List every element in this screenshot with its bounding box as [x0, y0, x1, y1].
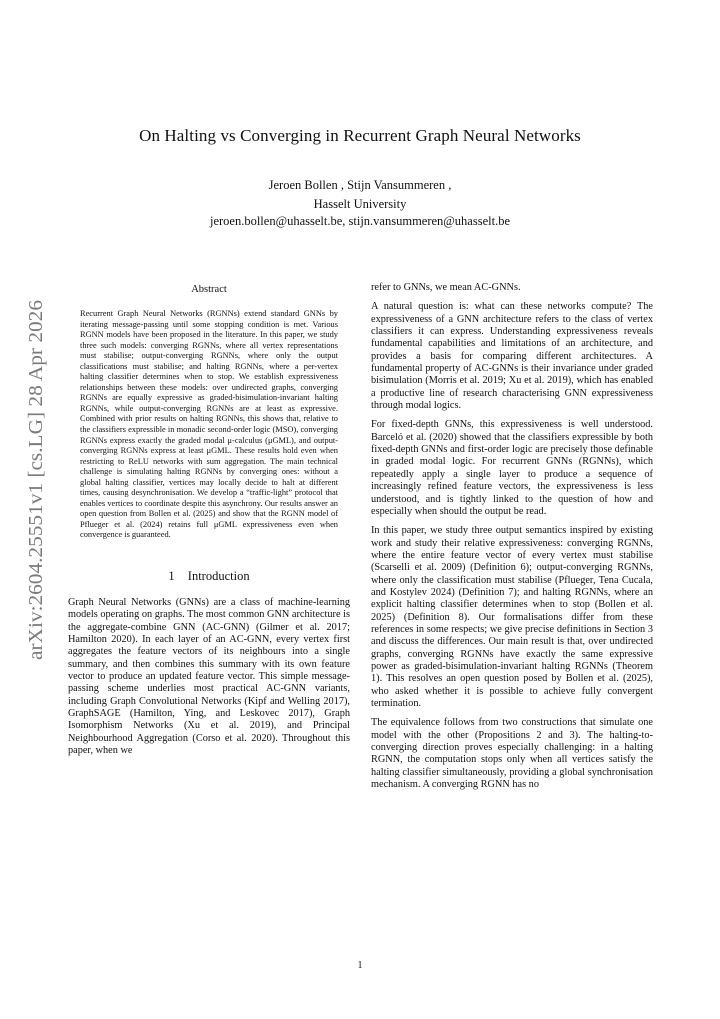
left-column [68, 284, 350, 758]
abstract-heading: Abstract [191, 284, 227, 295]
body-paragraph: A natural question is: what can these networks compute? The expressiveness of a GNN architecture refers to the class of vertex classifiers it can express. Understanding expressiveness reveals fundamental capabilities and limitations of an architecture, and provides a basis for comparing different architectures. A fundamental property of AC-GNNs is their invariance under graded bisimulation (Morris et al. 2019; Xu et al. 2019), which has enabled a productive line of research characterising GNN expressiveness through modal logics. [371, 301, 653, 412]
right-column [371, 282, 653, 798]
author-list: Jeroen Bollen , Stijn Vansummeren , [268, 178, 452, 192]
paper-title: On Halting vs Converging in Recurrent Graph Neural Networks [139, 126, 581, 145]
page-number: 1 [357, 960, 363, 971]
arxiv-identifier-stamp [14, 300, 54, 660]
section-heading-introduction [68, 569, 350, 584]
arxiv-identifier-text: arXiv:2604.25551v1 [cs.LG] 28 Apr 2026 [25, 322, 47, 660]
section-title: Introduction [187, 569, 250, 584]
abstract-body: Recurrent Graph Neural Networks (RGNNs) extend standard GNNs by iterating message-passing until some stopping condition is met. Various RGNN models have been proposed in the literature. In this paper, we study three such models: converging RGNNs, where all vertex representations must stabilise; output-converging RGNNs, where only the output classifications must stabilise; and halting RGNNs, where a per-vertex halting classifier determines when to stop. We establish expressiveness relationships between these models: over undirected graphs, converging RGNNs are equally expressive as graded-bisimulation-invariant halting RGNNs, while output-converging RGNNs are at least as expressive. Combined with prior results on halting RGNNs, this shows that, relative to the classifiers expressible in monadic second-order logic (MSO), converging RGNNs express exactly the graded modal μ-calculus (μGML), and output-converging RGNNs express at least μGML. These results hold even when restricting to ReLU networks with sum aggregation. The main technical challenge is simulating halting RGNNs by converging ones: without a global halting classifier, vertices may locally decide to halt at different times, causing desynchronisation. We develop a “traffic-light” protocol that enables vertices to coordinate despite this asynchrony. Our results answer an open question from Bollen et al. (2025) and show that the RGNN model of Pflueger et al. (2024) retains full μGML expressiveness even when convergence is guaranteed. [80, 309, 338, 540]
body-paragraph: For fixed-depth GNNs, this expressiveness is well understood. Barceló et al. (2020) showed that the classifiers expressible by both fixed-depth GNNs and first-order logic are precisely those definable in graded modal logic. For recurrent GNNs (RGNNs), which repeatedly apply a single layer to produce a sequence of increasingly refined feature vectors, the expressiveness is less understood, and is tightly linked to the question of how and especially when should the output be read. [371, 419, 653, 517]
author-emails: jeroen.bollen@uhasselt.be, stijn.vansummeren@uhasselt.be [209, 214, 511, 228]
body-paragraph: refer to GNNs, we mean AC-GNNs. [371, 282, 521, 293]
section-number: 1 [168, 569, 175, 584]
intro-paragraph: Graph Neural Networks (GNNs) are a class of machine-learning models operating on graphs. The most common GNN architecture is the aggregate-combine GNN (AC-GNN) (Gilmer et al. 2017; Hamilton 2020). In each layer of an AC-GNN, every vertex first aggregates the feature vectors of its neighbours into a single summary, and then combines this summary with its own feature vector to produce an updated feature vector. This simple message-passing scheme underlies most practical AC-GNN variants, including Graph Convolutional Networks (Kipf and Welling 2017), GraphSAGE (Hamilton, Ying, and Leskovec 2017), Graph Isomorphism Networks (Xu et al. 2019), and Principal Neighbourhood Aggregation (Corso et al. 2020). Throughout this paper, when we [68, 597, 350, 757]
body-paragraph: The equivalence follows from two constructions that simulate one model with the other (Propositions 2 and 3). The halting-to-converging direction proves especially challenging: in a halting RGNN, the computation stops only when all vertices satisfy the halting classifier simultaneously, providing a global synchronisation mechanism. A converging RGNN has no [371, 717, 653, 791]
body-paragraph: In this paper, we study three output semantics inspired by existing work and study their relative expressiveness: converging RGNNs, where the entire feature vector of every vertex must stabilise (Scarselli et al. 2009) (Definition 6); output-converging RGNNs, where only the classification must stabilise (Pflueger, Tena Cucala, and Kostylev 2024) (Definition 7); and halting RGNNs, where an explicit halting classifier determines when to stop (Bollen et al. 2025) (Definition 8). Our formalisations differ from these references in some respects; we give precise definitions in Section 3 and discuss the differences. Our main result is that, over undirected graphs, converging RGNNs have exactly the same expressive power as graded-bisimulation-invariant halting RGNNs (Theorem 1). This resolves an open question posed by Bollen et al. (2025), who asked whether it is possible to achieve fully convergent termination. [371, 525, 653, 709]
affiliation: Hasselt University [313, 197, 407, 211]
